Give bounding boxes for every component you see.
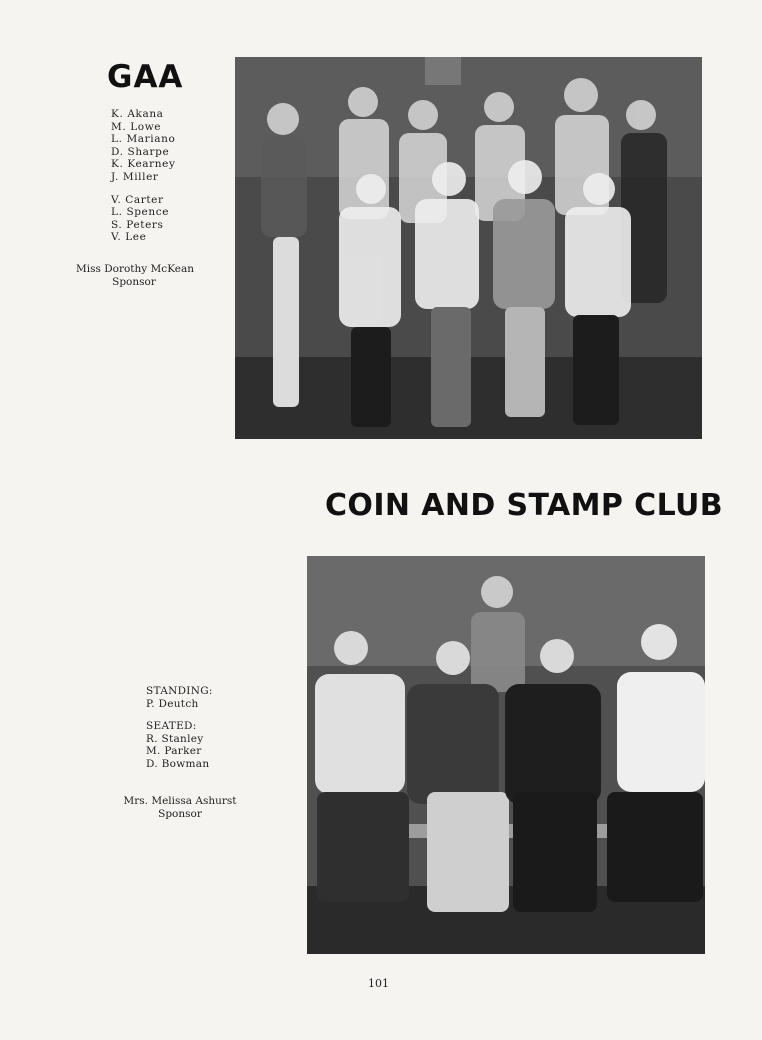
roster-spacer	[111, 184, 175, 194]
gaa-title: GAA	[107, 59, 184, 95]
member-name: P. Deutch	[146, 697, 199, 710]
coin-stamp-club-title: COIN AND STAMP CLUB	[325, 488, 724, 523]
member-name: K. Kearney	[111, 158, 176, 171]
member-name: M. Lowe	[111, 120, 162, 133]
member-name: M. Parker	[146, 745, 202, 758]
member-name: L. Spence	[111, 206, 170, 219]
member-name: J. Miller	[111, 170, 159, 183]
standing-label: STANDING:	[146, 685, 213, 697]
member-name: R. Stanley	[146, 732, 204, 745]
member-name: D. Bowman	[146, 757, 210, 770]
coin-stamp-roster	[146, 685, 213, 771]
member-name: L. Mariano	[111, 133, 176, 146]
sponsor-label: Sponsor	[112, 275, 156, 288]
page-number: 101	[368, 977, 389, 990]
coin-stamp-sponsor	[118, 795, 242, 820]
sponsor-name: Miss Dorothy McKean	[76, 263, 194, 275]
member-name: V. Carter	[111, 193, 164, 206]
seated-label: SEATED:	[146, 720, 197, 733]
member-name: V. Lee	[111, 231, 147, 244]
sponsor-name: Mrs. Melissa Ashurst	[123, 795, 237, 807]
gaa-sponsor	[76, 263, 192, 288]
member-name: D. Sharpe	[111, 145, 170, 158]
gaa-group-photo	[235, 57, 702, 439]
coin-stamp-club-photo	[307, 556, 705, 954]
member-name: S. Peters	[111, 218, 164, 231]
sponsor-label: Sponsor	[158, 807, 202, 820]
roster-spacer	[146, 710, 213, 720]
gaa-roster	[111, 108, 175, 244]
member-name: K. Akana	[111, 108, 164, 120]
